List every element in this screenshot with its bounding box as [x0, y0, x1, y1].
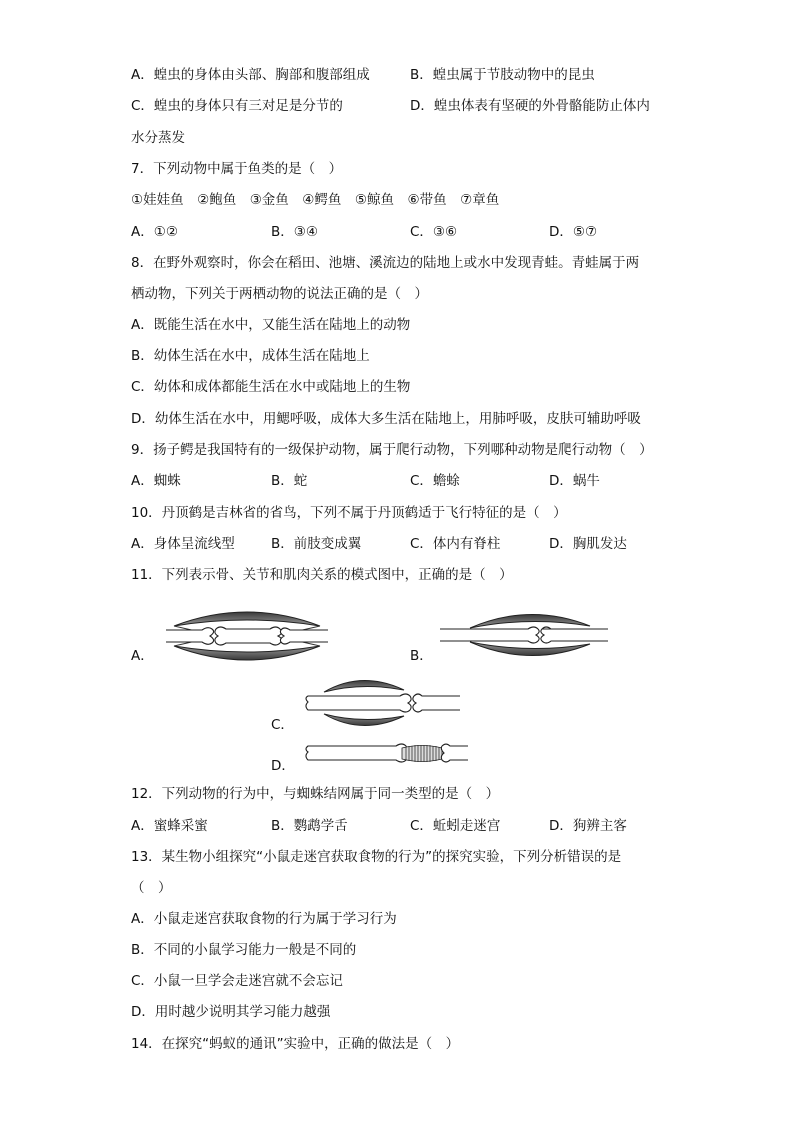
q13-option-a: A．小鼠走迷宫获取食物的行为属于学习行为 — [131, 911, 397, 927]
q8-stem-line1: 8．在野外观察时，你会在稻田、池塘、溪流边的陆地上或水中发现青蛙。青蛙属于两 — [131, 255, 640, 271]
q6-option-d: D．蝗虫体表有坚硬的外骨骼能防止体内 — [410, 98, 650, 114]
q11-figure-d — [304, 740, 468, 768]
q14-stem: 14．在探究“蚂蚁的通讯”实验中，正确的做法是（ ） — [131, 1036, 460, 1052]
q11-figure-c — [304, 674, 460, 732]
q9-option-a: A．蜘蛛 — [131, 473, 181, 489]
q11-option-c-label: C． — [271, 717, 294, 733]
q6-option-a: A．蝗虫的身体由头部、胸部和腹部组成 — [131, 67, 370, 83]
q9-option-b: B．蛇 — [271, 473, 308, 489]
q10-option-c: C．体内有脊柱 — [410, 536, 501, 552]
q13-option-b: B．不同的小鼠学习能力一般是不同的 — [131, 942, 357, 958]
q13-stem-line2: （ ） — [131, 880, 172, 896]
q11-stem: 11．下列表示骨、关节和肌肉关系的模式图中，正确的是（ ） — [131, 567, 513, 583]
q10-stem: 10．丹顶鹤是吉林省的省鸟，下列不属于丹顶鹤适于飞行特征的是（ ） — [131, 505, 567, 521]
q9-option-d: D．蜗牛 — [549, 473, 600, 489]
q8-stem-line2: 栖动物，下列关于两栖动物的说法正确的是（ ） — [131, 286, 428, 302]
q12-stem: 12．下列动物的行为中，与蜘蛛结网属于同一类型的是（ ） — [131, 786, 500, 802]
q13-option-d: D．用时越少说明其学习能力越强 — [131, 1004, 331, 1020]
q8-option-b: B．幼体生活在水中，成体生活在陆地上 — [131, 348, 370, 364]
q7-items: ①娃娃鱼 ②鲍鱼 ③金鱼 ④鳄鱼 ⑤鲸鱼 ⑥带鱼 ⑦章鱼 — [131, 192, 500, 208]
q8-option-c: C．幼体和成体都能生活在水中或陆地上的生物 — [131, 379, 411, 395]
q11-option-d-label: D． — [271, 758, 295, 774]
q6-option-d-continued: 水分蒸发 — [131, 130, 185, 146]
q13-stem-line1: 13．某生物小组探究“小鼠走迷宫获取食物的行为”的探究实验，下列分析错误的是 — [131, 849, 622, 865]
q11-option-a-label: A． — [131, 648, 154, 664]
q11-option-b-label: B． — [410, 648, 433, 664]
q11-figure-a — [166, 604, 328, 668]
q8-option-d: D．幼体生活在水中，用鳃呼吸，成体大多生活在陆地上，用肺呼吸，皮肤可辅助呼吸 — [131, 411, 641, 427]
q10-option-b: B．前肢变成翼 — [271, 536, 362, 552]
q10-option-d: D．胸肌发达 — [549, 536, 627, 552]
q6-option-b: B．蝗虫属于节肢动物中的昆虫 — [410, 67, 595, 83]
q7-option-a: A．①② — [131, 224, 178, 240]
q12-option-a: A．蜜蜂采蜜 — [131, 818, 208, 834]
q12-option-c: C．蚯蚓走迷宫 — [410, 818, 501, 834]
q9-stem: 9．扬子鳄是我国特有的一级保护动物，属于爬行动物，下列哪种动物是爬行动物（ ） — [131, 442, 653, 458]
q7-stem: 7．下列动物中属于鱼类的是（ ） — [131, 161, 343, 177]
q11-figure-b — [440, 606, 608, 664]
q7-option-d: D．⑤⑦ — [549, 224, 598, 240]
q7-option-c: C．③⑥ — [410, 224, 458, 240]
q10-option-a: A．身体呈流线型 — [131, 536, 235, 552]
q7-option-b: B．③④ — [271, 224, 318, 240]
q9-option-c: C．蟾蜍 — [410, 473, 460, 489]
q13-option-c: C．小鼠一旦学会走迷宫就不会忘记 — [131, 973, 343, 989]
q6-option-c: C．蝗虫的身体只有三对足是分节的 — [131, 98, 343, 114]
q12-option-d: D．狗辨主客 — [549, 818, 627, 834]
q12-option-b: B．鹦鹉学舌 — [271, 818, 348, 834]
q8-option-a: A．既能生活在水中，又能生活在陆地上的动物 — [131, 317, 411, 333]
